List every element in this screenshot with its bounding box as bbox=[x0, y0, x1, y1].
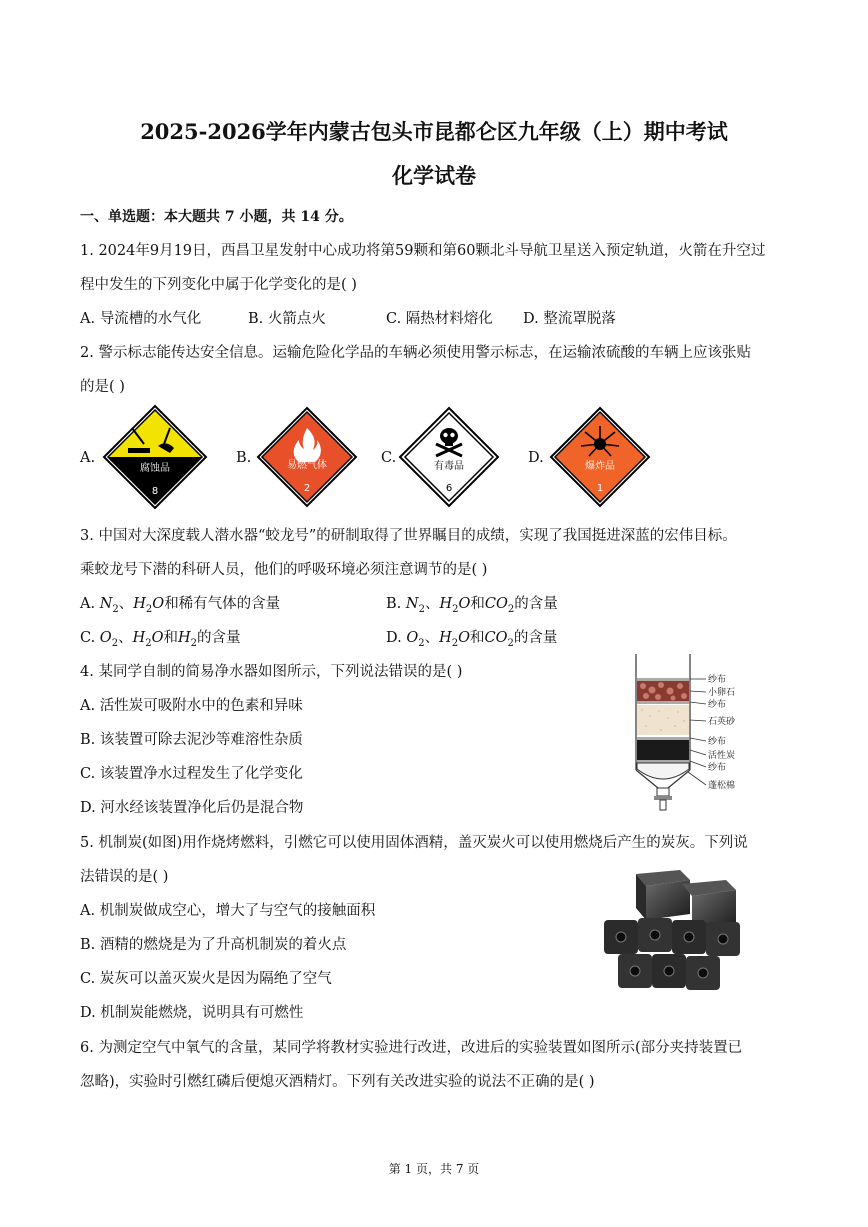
corrosive-sign-text: 腐蚀品 bbox=[140, 463, 170, 474]
question-4-option-b: B. 该装置可除去泥沙等难溶性杂质 bbox=[80, 732, 303, 748]
toxic-sign-number: 6 bbox=[445, 483, 453, 494]
water-filter-figure bbox=[628, 654, 778, 814]
question-5-line-2: 法错误的是( ) bbox=[80, 869, 169, 885]
page-subtitle: 化学试卷 bbox=[392, 163, 476, 188]
question-1-option-b: B. 火箭点火 bbox=[248, 311, 326, 327]
flammable-gas-sign-text: 易燃气体 bbox=[287, 460, 327, 471]
question-4-option-a: A. 活性炭可吸附水中的色素和异味 bbox=[80, 698, 303, 714]
filter-label-gauze-4: 纱布 bbox=[708, 763, 727, 773]
question-4-option-d: D. 河水经该装置净化后仍是混合物 bbox=[80, 800, 304, 816]
filter-label-quartz-sand: 石英砂 bbox=[708, 717, 736, 727]
explosive-sign-number: 1 bbox=[596, 483, 604, 494]
filter-label-gauze-1: 纱布 bbox=[708, 675, 727, 685]
question-2-line-2: 的是( ) bbox=[80, 379, 125, 395]
filter-label-pebbles: 小卵石 bbox=[708, 688, 736, 698]
toxic-sign-text: 有毒品 bbox=[434, 461, 464, 472]
flammable-gas-sign-image bbox=[256, 406, 358, 508]
question-6-line-1: 6. 为测定空气中氧气的含量，某同学将教材实验进行改进，改进后的实验装置如图所示(部分夹持装置已 bbox=[80, 1040, 743, 1056]
filter-label-cotton: 蓬松棉 bbox=[708, 781, 736, 791]
filter-label-gauze-2: 纱布 bbox=[708, 700, 727, 710]
question-4-stem: 4. 某同学自制的简易净水器如图所示，下列说法错误的是( ) bbox=[80, 664, 463, 680]
question-1-option-c: C. 隔热材料熔化 bbox=[386, 311, 493, 327]
question-1-line-2: 程中发生的下列变化中属于化学变化的是( ) bbox=[80, 277, 357, 293]
question-5-line-1: 5. 机制炭(如图)用作烧烤燃料，引燃它可以使用固体酒精，盖灭炭火可以使用燃烧后产生的炭灰。下列说 bbox=[80, 835, 748, 851]
charcoal-figure bbox=[598, 868, 754, 994]
question-2-line-1: 2. 警示标志能传达安全信息。运输危险化学品的车辆必须使用警示标志，在运输浓硫酸的车辆上应该张贴 bbox=[80, 345, 751, 361]
filter-label-activated-carbon: 活性炭 bbox=[708, 751, 736, 761]
question-1-option-d: D. 整流罩脱落 bbox=[523, 311, 616, 327]
question-2-label-d: D. bbox=[528, 450, 544, 466]
corrosive-sign-number: 8 bbox=[151, 486, 159, 497]
question-2-label-c: C. bbox=[381, 450, 397, 466]
question-3-option-b: B. $N_2$、$H_2O$和$CO_2$的含量 bbox=[386, 596, 558, 615]
toxic-sign-image bbox=[398, 406, 500, 508]
corrosive-sign-image bbox=[102, 404, 208, 510]
section-heading: 一、单选题：本大题共 7 小题，共 14 分。 bbox=[80, 209, 353, 225]
question-2-label-a: A. bbox=[80, 450, 96, 466]
question-2-label-b: B. bbox=[236, 450, 252, 466]
filter-label-gauze-3: 纱布 bbox=[708, 737, 727, 747]
page-title: 2025-2026学年内蒙古包头市昆都仑区九年级（上）期中考试 bbox=[140, 119, 728, 144]
explosive-sign-image bbox=[549, 406, 651, 508]
question-5-option-c: C. 炭灰可以盖灭炭火是因为隔绝了空气 bbox=[80, 971, 332, 987]
flammable-gas-sign-number: 2 bbox=[303, 483, 311, 494]
question-5-option-b: B. 酒精的燃烧是为了升高机制炭的着火点 bbox=[80, 937, 347, 953]
question-3-line-1: 3. 中国对大深度载人潜水器“蛟龙号”的研制取得了世界瞩目的成绩，实现了我国挺进深蓝的宏伟目标。 bbox=[80, 528, 737, 544]
question-6-line-2: 忽略)，实验时引燃红磷后便熄灭酒精灯。下列有关改进实验的说法不正确的是( ) bbox=[80, 1074, 595, 1090]
explosive-sign-text: 爆炸品 bbox=[585, 461, 615, 472]
question-3-option-d: D. $O_2$、$H_2O$和$CO_2$的含量 bbox=[386, 630, 558, 649]
question-5-option-d: D. 机制炭能燃烧，说明具有可燃性 bbox=[80, 1005, 304, 1021]
question-4-option-c: C. 该装置净水过程发生了化学变化 bbox=[80, 766, 303, 782]
question-3-line-2: 乘蛟龙号下潜的科研人员，他们的呼吸环境必须注意调节的是( ) bbox=[80, 562, 488, 578]
question-3-option-a: A. $N_2$、$H_2O$和稀有气体的含量 bbox=[80, 596, 281, 615]
question-5-option-a: A. 机制炭做成空心，增大了与空气的接触面积 bbox=[80, 903, 376, 919]
question-1-line-1: 1. 2024年9月19日，西昌卫星发射中心成功将第59颗和第60颗北斗导航卫星送入预定轨道，火箭在升空过 bbox=[80, 243, 766, 259]
question-3-option-c: C. $O_2$、$H_2O$和$H_2$的含量 bbox=[80, 630, 241, 649]
question-1-option-a: A. 导流槽的水气化 bbox=[80, 311, 202, 327]
page-footer: 第 1 页，共 7 页 bbox=[388, 1162, 480, 1176]
